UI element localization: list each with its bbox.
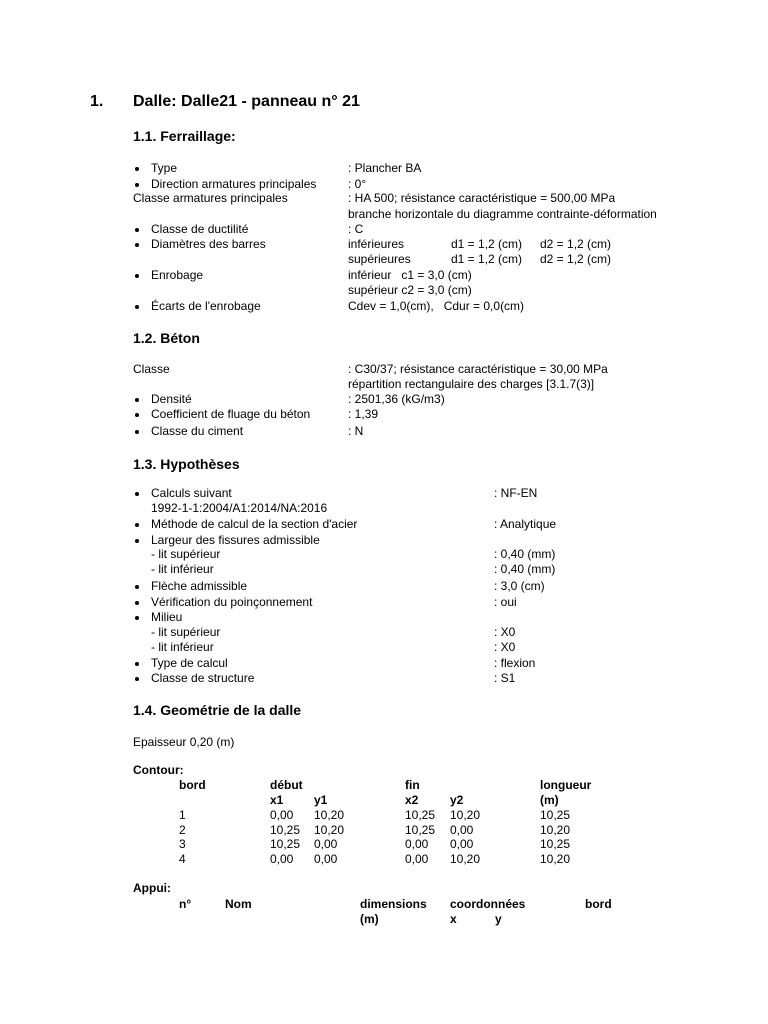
ferraillage-direction-value: : 0° — [348, 177, 367, 191]
contour-cell-x2: 10,25 — [405, 823, 436, 837]
appui-header-coordonnees: coordonnées — [450, 897, 526, 911]
bullet — [135, 430, 139, 434]
bullet — [135, 243, 139, 247]
ferraillage-classe-label: Classe armatures principales — [133, 191, 288, 205]
section-ferraillage-title: 1.1. Ferraillage: — [133, 128, 236, 144]
contour-cell-y2: 10,20 — [450, 808, 481, 822]
ferraillage-ecarts-value: Cdev = 1,0(cm), Cdur = 0,0(cm) — [348, 299, 525, 313]
bullet — [135, 677, 139, 681]
contour-cell-x1: 0,00 — [270, 852, 294, 866]
contour-header-bord: bord — [179, 778, 206, 792]
bullet — [135, 616, 139, 620]
appui-subheader-unit: (m) — [360, 912, 379, 926]
appui-header-n: n° — [179, 897, 192, 911]
contour-cell-len: 10,25 — [540, 808, 571, 822]
beton-fluage-value: : 1,39 — [348, 407, 379, 421]
hyp-largeur-label: Largeur des fissures admissible — [151, 533, 320, 547]
ferraillage-classe-value: : HA 500; résistance caractéristique = 500,00 MPa — [348, 191, 616, 205]
contour-label: Contour: — [133, 763, 184, 777]
diametres-superieures-d1: d1 = 1,2 (cm) — [451, 252, 523, 266]
contour-cell-x2: 0,00 — [405, 852, 429, 866]
section-beton-title: 1.2. Béton — [133, 330, 200, 346]
bullet — [135, 585, 139, 589]
bullet — [135, 167, 139, 171]
diametres-superieures-name: supérieures — [348, 252, 411, 266]
diametres-superieures-d2: d2 = 1,2 (cm) — [540, 252, 612, 266]
beton-ciment-label: Classe du ciment — [151, 424, 244, 438]
hyp-milieu-sup-value: : X0 — [494, 625, 516, 639]
contour-cell-bord: 1 — [179, 808, 186, 822]
contour-cell-y2: 0,00 — [450, 837, 474, 851]
contour-cell-x2: 0,00 — [405, 837, 429, 851]
ferraillage-enrobage-value-2: supérieur c2 = 3,0 (cm) — [348, 283, 472, 297]
contour-cell-len: 10,20 — [540, 823, 571, 837]
contour-cell-x2: 10,25 — [405, 808, 436, 822]
hyp-type-label: Type de calcul — [151, 656, 228, 670]
contour-cell-y1: 10,20 — [314, 808, 345, 822]
contour-subheader-unit: (m) — [540, 793, 559, 807]
contour-cell-x1: 10,25 — [270, 823, 301, 837]
contour-header-longueur: longueur — [540, 778, 592, 792]
contour-subheader-x2: x2 — [405, 793, 419, 807]
ferraillage-type-label: Type — [151, 161, 178, 175]
hyp-milieu-inf-label: - lit inférieur — [151, 640, 214, 654]
bullet — [135, 539, 139, 543]
ferraillage-ductilite-label: Classe de ductilité — [151, 222, 249, 236]
ferraillage-ductilite-value: : C — [348, 222, 364, 236]
ferraillage-enrobage-label: Enrobage — [151, 268, 204, 282]
contour-cell-y1: 0,00 — [314, 837, 338, 851]
contour-cell-x1: 10,25 — [270, 837, 301, 851]
contour-header-fin: fin — [405, 778, 420, 792]
hyp-largeur-inf-label: - lit inférieur — [151, 562, 214, 576]
beton-densite-label: Densité — [151, 392, 192, 406]
heading-number: 1. — [90, 93, 104, 110]
diametres-inferieures-d1: d1 = 1,2 (cm) — [451, 237, 523, 251]
section-geometrie-title: 1.4. Geométrie de la dalle — [133, 702, 302, 718]
beton-classe-label: Classe — [133, 362, 170, 376]
ferraillage-enrobage-value: inférieur c1 = 3,0 (cm) — [348, 268, 472, 282]
beton-ciment-value: : N — [348, 424, 364, 438]
bullet — [135, 523, 139, 527]
contour-cell-len: 10,25 — [540, 837, 571, 851]
hyp-methode-label: Méthode de calcul de la section d'acier — [151, 517, 358, 531]
appui-subheader-x: x — [450, 912, 457, 926]
ferraillage-classe-value-2: branche horizontale du diagramme contrainte-déformation — [348, 207, 657, 221]
hyp-calculs-value: : NF-EN — [494, 486, 538, 500]
contour-cell-y1: 0,00 — [314, 852, 338, 866]
bullet — [135, 305, 139, 309]
hyp-largeur-sup-label: - lit supérieur — [151, 547, 221, 561]
hyp-poinconnement-label: Vérification du poinçonnement — [151, 595, 313, 609]
section-hypotheses-title: 1.3. Hypothèses — [133, 456, 240, 472]
page-title: Dalle: Dalle21 - panneau n° 21 — [133, 93, 360, 110]
contour-cell-bord: 4 — [179, 852, 186, 866]
bullet — [135, 492, 139, 496]
hyp-largeur-inf-value: : 0,40 (mm) — [494, 562, 556, 576]
hyp-poinconnement-value: : oui — [494, 595, 517, 609]
appui-header-dimensions: dimensions — [360, 897, 427, 911]
hyp-calculs-label: Calculs suivant — [151, 486, 232, 500]
bullet — [135, 274, 139, 278]
contour-cell-len: 10,20 — [540, 852, 571, 866]
contour-header-debut: début — [270, 778, 303, 792]
beton-densite-value: : 2501,36 (kG/m3) — [348, 392, 445, 406]
appui-label: Appui: — [133, 881, 171, 895]
bullet — [135, 662, 139, 666]
ferraillage-direction-label: Direction armatures principales — [151, 177, 317, 191]
diametres-inferieures-name: inférieures — [348, 237, 405, 251]
contour-subheader-y1: y1 — [314, 793, 328, 807]
contour-cell-y2: 0,00 — [450, 823, 474, 837]
contour-cell-x1: 0,00 — [270, 808, 294, 822]
hyp-methode-value: : Analytique — [494, 517, 557, 531]
contour-cell-y1: 10,20 — [314, 823, 345, 837]
ferraillage-diametres-label: Diamètres des barres — [151, 237, 266, 251]
appui-subheader-y: y — [495, 912, 502, 926]
bullet — [135, 413, 139, 417]
beton-fluage-label: Coefficient de fluage du béton — [151, 407, 311, 421]
hyp-milieu-inf-value: : X0 — [494, 640, 516, 654]
beton-classe-value-2: répartition rectangulaire des charges [3.1.7(3)] — [348, 377, 595, 391]
contour-cell-bord: 2 — [179, 823, 186, 837]
hyp-fleche-value: : 3,0 (cm) — [494, 579, 545, 593]
bullet — [135, 398, 139, 402]
bullet — [135, 228, 139, 232]
hyp-classe-label: Classe de structure — [151, 671, 255, 685]
hyp-largeur-sup-value: : 0,40 (mm) — [494, 547, 556, 561]
contour-subheader-y2: y2 — [450, 793, 464, 807]
hyp-type-value: : flexion — [494, 656, 536, 670]
hyp-milieu-sup-label: - lit supérieur — [151, 625, 221, 639]
diametres-inferieures-d2: d2 = 1,2 (cm) — [540, 237, 612, 251]
contour-subheader-x1: x1 — [270, 793, 284, 807]
ferraillage-type-value: : Plancher BA — [348, 161, 422, 175]
beton-classe-value: : C30/37; résistance caractéristique = 30,00 MPa — [348, 362, 608, 376]
hyp-milieu-label: Milieu — [151, 610, 183, 624]
epaisseur-text: Epaisseur 0,20 (m) — [133, 735, 235, 749]
hyp-calculs-label-2: 1992-1-1:2004/A1:2014/NA:2016 — [151, 501, 328, 515]
bullet — [135, 601, 139, 605]
bullet — [135, 183, 139, 187]
ferraillage-ecarts-label: Écarts de l'enrobage — [151, 299, 261, 313]
appui-header-bord: bord — [585, 897, 612, 911]
contour-cell-bord: 3 — [179, 837, 186, 851]
appui-header-nom: Nom — [225, 897, 252, 911]
contour-cell-y2: 10,20 — [450, 852, 481, 866]
hyp-fleche-label: Flèche admissible — [151, 579, 248, 593]
hyp-classe-value: : S1 — [494, 671, 516, 685]
